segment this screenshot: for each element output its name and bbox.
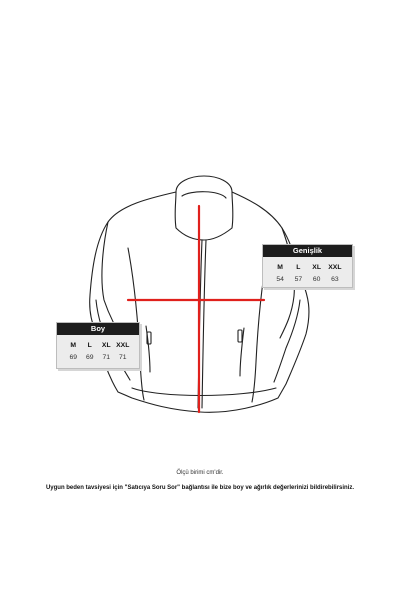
size-label: M (277, 264, 283, 271)
size-value: 71 (102, 354, 111, 361)
size-value: 60 (312, 276, 321, 283)
size-label: XL (312, 264, 321, 271)
unit-note: Ölçü birimi cm'dir. (176, 470, 224, 476)
size-value: 71 (118, 354, 127, 361)
size-label: XXL (116, 342, 130, 349)
size-value: 69 (85, 354, 94, 361)
size-value: 54 (276, 276, 284, 283)
width-size-table (262, 244, 353, 288)
size-label: XL (101, 342, 111, 349)
size-value: 57 (294, 276, 303, 283)
size-label: L (87, 342, 92, 349)
size-label: XXL (328, 264, 342, 271)
width-table-title: Genişlik (263, 245, 352, 257)
size-label: M (70, 342, 77, 349)
length-size-table (56, 322, 140, 369)
size-advice-text: Uygun beden tavsiyesi için "Satıcıya Soru Sor" bağlantısı ile bize boy ve ağırlık değerlerinizi bildirebilirsiniz. (45, 485, 355, 491)
length-table-title: Boy (57, 323, 139, 335)
size-value: 63 (331, 276, 339, 283)
size-value: 69 (69, 354, 78, 361)
size-label: L (296, 264, 301, 271)
